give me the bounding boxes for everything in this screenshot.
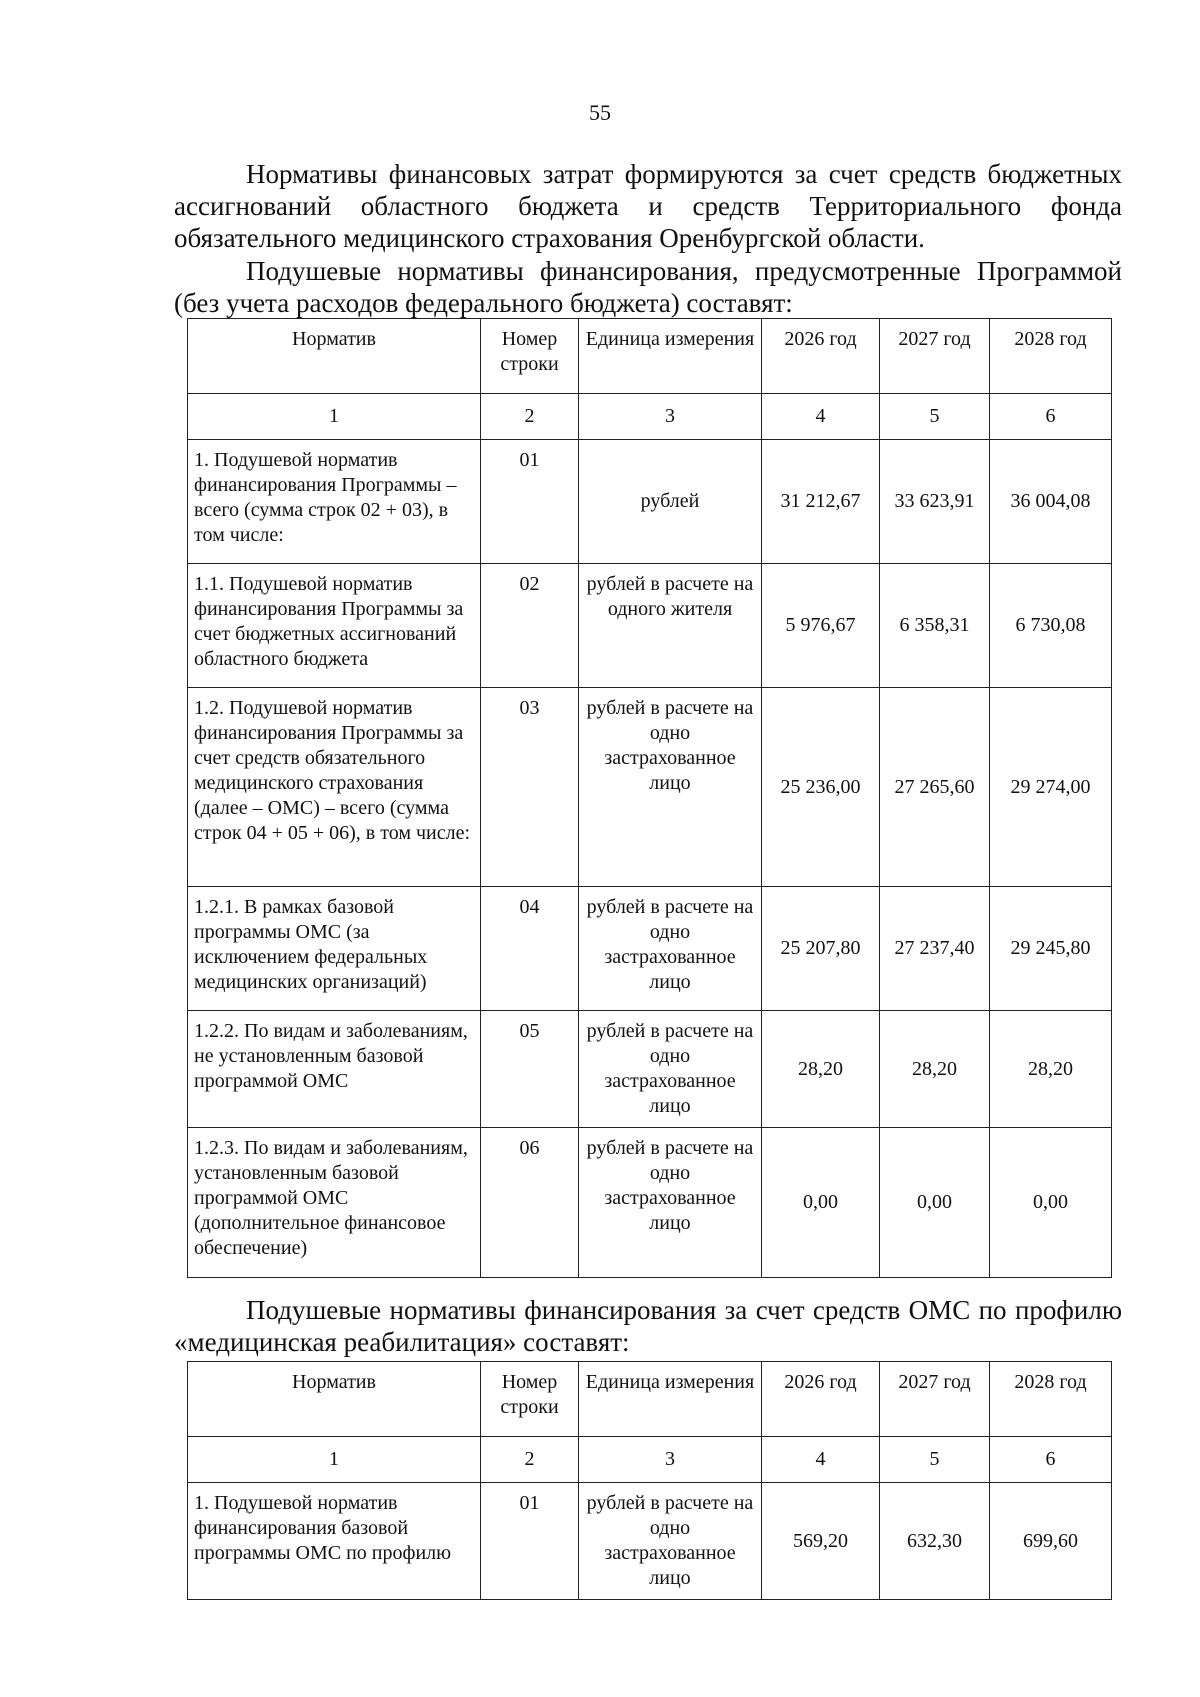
value-2026: 25 236,00 — [762, 688, 880, 887]
paragraph-rehab-intro: Подушевые нормативы финансирования за счет средств ОМС по профилю «медицинская реабилитация» составят: — [174, 1295, 1122, 1357]
column-number: 2 — [481, 394, 579, 440]
row-code: 06 — [481, 1128, 579, 1278]
norm-name: 1. Подушевой норматив финансирования Программы – всего (сумма строк 02 + 03), в том числе: — [188, 440, 481, 564]
rehabilitation-norms-table — [187, 1361, 1112, 1600]
value-2028: 28,20 — [990, 1011, 1112, 1128]
header-2027: 2027 год — [880, 1362, 990, 1437]
row-code: 04 — [481, 887, 579, 1011]
unit: рублей в расчете на одно застрахованное лицо — [579, 1011, 762, 1128]
paragraph-financial-costs: Нормативы финансовых затрат формируются за счет средств бюджетных ассигнований областного бюджета и средств Территориального фонда обязательного медицинского страхования Оренбургской области. — [174, 159, 1122, 253]
table-row — [188, 1128, 1112, 1278]
header-2028: 2028 год — [990, 1362, 1112, 1437]
value-2027: 28,20 — [880, 1011, 990, 1128]
header-2026: 2026 год — [762, 319, 880, 394]
norm-name: 1.2.3. По видам и заболеваниям, установленным базовой программой ОМС (дополнительное финансовое обеспечение) — [188, 1128, 481, 1278]
table-row — [188, 1483, 1112, 1600]
value-2028: 699,60 — [990, 1483, 1112, 1600]
value-2027: 27 237,40 — [880, 887, 990, 1011]
column-number: 4 — [762, 394, 880, 440]
table-header-row — [188, 1362, 1112, 1437]
value-2026: 28,20 — [762, 1011, 880, 1128]
column-number: 3 — [579, 1437, 762, 1483]
table-row — [188, 688, 1112, 887]
value-2028: 0,00 — [990, 1128, 1112, 1278]
column-number: 5 — [880, 394, 990, 440]
unit: рублей — [579, 440, 762, 564]
row-code: 03 — [481, 688, 579, 887]
row-code: 01 — [481, 440, 579, 564]
value-2027: 632,30 — [880, 1483, 990, 1600]
value-2028: 29 274,00 — [990, 688, 1112, 887]
table-header-row — [188, 319, 1112, 394]
row-code: 02 — [481, 564, 579, 688]
table-row — [188, 440, 1112, 564]
column-number: 5 — [880, 1437, 990, 1483]
column-number: 6 — [990, 394, 1112, 440]
value-2026: 0,00 — [762, 1128, 880, 1278]
unit: рублей в расчете на одного жителя — [579, 564, 762, 688]
table-row — [188, 564, 1112, 688]
value-2026: 25 207,80 — [762, 887, 880, 1011]
unit: рублей в расчете на одно застрахованное лицо — [579, 688, 762, 887]
header-row-number: Номер строки — [481, 1362, 579, 1437]
column-number: 2 — [481, 1437, 579, 1483]
value-2027: 27 265,60 — [880, 688, 990, 887]
value-2028: 36 004,08 — [990, 440, 1112, 564]
row-code: 05 — [481, 1011, 579, 1128]
norm-name: 1.1. Подушевой норматив финансирования Программы за счет бюджетных ассигнований областного бюджета — [188, 564, 481, 688]
norm-name: 1.2. Подушевой норматив финансирования Программы за счет средств обязательного медицинского страхования (далее – ОМС) – всего (сумма строк 04 + 05 + 06), в том числе: — [188, 688, 481, 887]
column-number: 1 — [188, 1437, 481, 1483]
unit: рублей в расчете на одно застрахованное лицо — [579, 1483, 762, 1600]
table-row — [188, 1011, 1112, 1128]
unit: рублей в расчете на одно застрахованное лицо — [579, 887, 762, 1011]
column-number-row — [188, 394, 1112, 440]
norm-name: 1.2.1. В рамках базовой программы ОМС (за исключением федеральных медицинских организаций) — [188, 887, 481, 1011]
header-row-number: Номер строки — [481, 319, 579, 394]
header-2027: 2027 год — [880, 319, 990, 394]
column-number: 4 — [762, 1437, 880, 1483]
header-unit: Единица измерения — [579, 1362, 762, 1437]
per-capita-norms-table — [187, 318, 1112, 1278]
header-norm: Норматив — [188, 1362, 481, 1437]
header-unit: Единица измерения — [579, 319, 762, 394]
value-2028: 29 245,80 — [990, 887, 1112, 1011]
unit: рублей в расчете на одно застрахованное лицо — [579, 1128, 762, 1278]
value-2028: 6 730,08 — [990, 564, 1112, 688]
column-number: 6 — [990, 1437, 1112, 1483]
page-number: 55 — [589, 100, 611, 125]
value-2027: 0,00 — [880, 1128, 990, 1278]
header-2028: 2028 год — [990, 319, 1112, 394]
header-2026: 2026 год — [762, 1362, 880, 1437]
table-row — [188, 887, 1112, 1011]
norm-name: 1. Подушевой норматив финансирования базовой программы ОМС по профилю — [188, 1483, 481, 1600]
header-norm: Норматив — [188, 319, 481, 394]
value-2026: 569,20 — [762, 1483, 880, 1600]
column-number-row — [188, 1437, 1112, 1483]
paragraph-per-capita-intro: Подушевые нормативы финансирования, предусмотренные Программой (без учета расходов федерального бюджета) составят: — [174, 256, 1122, 318]
value-2027: 33 623,91 — [880, 440, 990, 564]
value-2026: 31 212,67 — [762, 440, 880, 564]
norm-name: 1.2.2. По видам и заболеваниям, не установленным базовой программой ОМС — [188, 1011, 481, 1128]
row-code: 01 — [481, 1483, 579, 1600]
column-number: 3 — [579, 394, 762, 440]
value-2027: 6 358,31 — [880, 564, 990, 688]
value-2026: 5 976,67 — [762, 564, 880, 688]
column-number: 1 — [188, 394, 481, 440]
